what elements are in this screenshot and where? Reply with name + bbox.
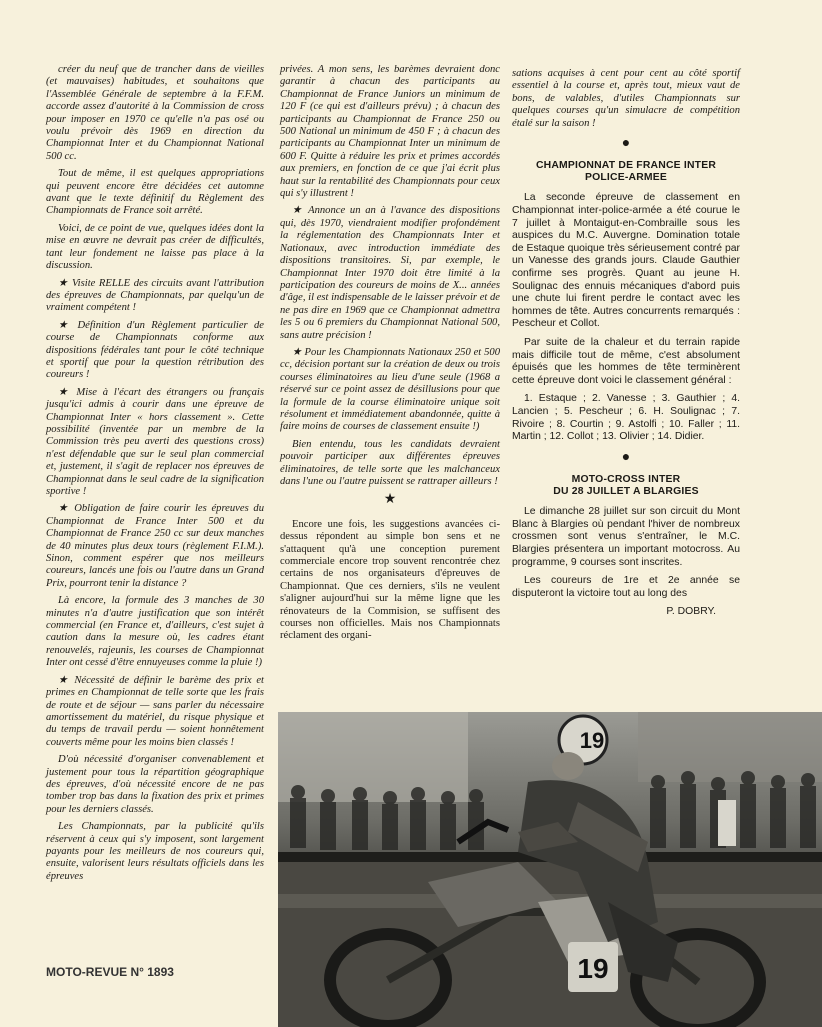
bullet-separator: ● [621,136,631,152]
paragraph: ★ Obligation de faire courir les épreuves du Championnat de France Inter 500 et du Championnat de France 250 cc sur deux manches de 40 minutes plus deux tours (règlement F.I.M.). Sinon, comment espérer que nos meilleurs coureurs, lancés une fois ou l'autre dans un Grand Prix, pourront tenir la distance ? [46,503,264,589]
paragraph: ★ Annonce un an à l'avance des dispositions qui, dès 1970, viendraient modifier profondément la réglementation des Championnats Inter et Nationaux, avec introduction immédiate des dispositions transitoires. Si, par exemple, le Championnat Inter 1970 doit être limité à la participation des coureurs de moins de X... années d'âge, il est indispensable de le laisser prévoir et de ne pas dire en 1969 que ce Championnat admettra les 5 ou 6 premiers du Championnat National 500, sans autre précision ! [280,205,500,341]
news-column [512,68,740,619]
paragraph: La seconde épreuve de classement en Championnat inter-police-armée a été courue le 7 juillet à Montaigut-en-Combraille sous les auspices du M.C. Auvergne. Domination totale de Estaque quoique très sérieusement contré par un Vanesse des grands jours. Claude Gauthier confirme ses progrès. Quant au jeune H. Soulignac des ennuis mécaniques d'abord puis une chute lui firent perdre le contact avec les hommes de tête. Autres concurrents remarqués : Pescheur et Collot. [512,192,740,330]
plate-number: 19 [577,953,609,984]
paragraph: Le dimanche 28 juillet sur son circuit du Mont Blanc à Blargies où pendant l'hiver de nombreux crossmen sont venus s'entraîner, le M.C. Blargies présentera un important motocross. Au programme, 9 courses sont inscrites. [512,506,740,568]
section-body [512,192,740,443]
paragraph: Là encore, la formule des 3 manches de 30 minutes n'a d'autre justification que son intérêt commercial (en France et, d'ailleurs, c'est sujet à caution dans la mesure où, les cadres étant renouvelés, rajeunis, les courses de Championnat Inter ont cessé d'être ennuyeuses comme la pluie !) [46,595,264,669]
paragraph: sations acquises à cent pour cent au côté sportif essentiel à la course et, après tout, mieux vaut de bons, de valables, d'utiles Championnats sur quelques courses qu'un simulacre de compétition étalé sur la saison ! [512,68,740,129]
author-signature: P. DOBRY. [666,606,716,618]
paragraph: ★ Pour les Championnats Nationaux 250 et 500 cc, décision portant sur la création de deux ou trois courses éliminatoires au lieu d'une seule (1968 a réservé sur ce point assez de désillusions pour que la formule de la course éliminatoire unique soit résolument et immédiatement abandonnée, quitte à faire moins de courses de classement ensuite !) [280,346,500,433]
paragraph: ★ Définition d'un Règlement particulier de course de Championnats conforme aux dispositions fédérales tant pour le côté technique et sportif que pour la question rétribution des coureurs ! [46,319,264,381]
article-column-2 [280,64,500,648]
motocross-photo [278,712,822,1027]
heading-line: POLICE-ARMEE [584,172,668,184]
helmet-number: 19 [579,728,605,753]
paragraph: Tout de même, il est quelques appropriations qui peuvent encore être décidées cet automne avant que le texte définitif du Règlement des Championnats de France soit arrêté. [46,168,264,217]
paragraph: privées. A mon sens, les barèmes devraient donc garantir à chacun des participants au Championnat de France Juniors un minimum de 120 F (ce qui est d'ailleurs prévu) ; à chacun des participants au Championnat de France 250 ou 500 National un minimum de 450 F ; à chacun des participants au Championnat Inter un minimum de 600 F. Quitte à réduire les prix et primes accordés aux premiers, en fonction de ce que j'ai écrit plus haut sur la rentabilité des Championnats pour ceux qui s'y illustrent ! [280,64,500,200]
heading-line: MOTO-CROSS INTER [571,474,681,486]
rider-photo-illustration [278,712,822,1027]
paragraph: Les Championnats, par la publicité qu'ils réservent à ceux qui s'y imposent, sont largement payants pour les meilleurs de nos coureurs qui, ensuite, valorisent leurs résultats officiels dans les épreuves [46,821,264,882]
heading-line: DU 28 JUILLET A BLARGIES [553,486,699,498]
bullet-separator: ● [621,449,631,465]
section-heading [512,160,740,184]
section-body [512,506,740,600]
star-separator: ★ [383,492,397,508]
results-list: 1. Estaque ; 2. Vanesse ; 3. Gauthier ; 4. Lancien ; 5. Pescheur ; 6. H. Soulignac ; 7. Rivoire ; 8. Courtin ; 9. Astolfi ; 10. Faller ; 11. Martin ; 12. Collot ; 13. Olivier ; 14. Didier. [512,393,740,443]
heading-line: CHAMPIONNAT DE FRANCE INTER [535,160,717,172]
paragraph: ★ Nécessité de définir le barème des prix et primes en Championnat de telle sorte que les frais de route et de séjour — sans parler du nécessaire amortissement du matériel, du risque physique et du temps de travail perdu — soient honnêtement couverts même pour les moins bien classés ! [46,674,264,748]
section-heading [512,474,740,498]
page-footer: MOTO-REVUE N° 1893 [46,965,174,979]
paragraph: créer du neuf que de trancher dans de vieilles (et mauvaises) habitudes, et souhaitons que l'Assemblée Générale de septembre à la F.F.M. accorde assez d'autorité à la Commission de cross pour imposer en 1970 ce qu'elle n'a pas osé ou voulu prévoir dès 1969 en direction du Championnat Inter et du Championnat National 500 cc. [46,64,264,162]
paragraph: ★ Mise à l'écart des étrangers ou français jusqu'ici admis à courir dans une épreuve de Championnat Inter « hors classement ». Cette possibilité (inventée par un membre de la Commission très peu averti des questions cross) n'est défendable que sur le seul plan commercial et, justement, il s'agit de replacer nos épreuves de Championnat dans le seul cadre de la signification sportive ! [46,386,264,497]
paragraph: ★ Visite RELLE des circuits avant l'attribution des épreuves de Championnats, par quelqu'un de vraiment compétent ! [46,277,264,314]
paragraph: Voici, de ce point de vue, quelques idées dont la mise en œuvre ne devrait pas créer de difficultés, tant leur fondement ne laisse pas place à la discussion. [46,222,264,272]
paragraph: Par suite de la chaleur et du terrain rapide mais difficile tout de même, c'est absolument épuisés que les hommes de tête terminèrent cette épreuve dont voici le classement général : [512,336,740,386]
paragraph: Encore une fois, les suggestions avancées ci-dessus répondent au simple bon sens et ne s'attaquent qu'à une conception purement commerciale encore trop souvent rencontrée chez certains de nos organisateurs d'épreuves de Championnat. Que ces derniers, s'ils ne veulent s'aligner aujourd'hui sur la même ligne que les rénovateurs de la Commision, se suffisent des courses non officielles. Mais nos Championnats réclament des organi- [280,518,500,642]
paragraph: Les coureurs de 1re et 2e année se disputeront la victoire tout au long des [512,575,740,599]
article-column-1 [46,64,264,888]
paragraph: Bien entendu, tous les candidats devraient pouvoir participer aux différentes épreuves éliminatoires, de telle sorte que les malchanceux dans l'une ou l'autre puissent se rattraper ailleurs ! [280,438,500,487]
paragraph: D'où nécessité d'organiser convenablement et justement pour tous la répartition géographique des épreuves, d'où nécessité encore de ne pas tomber trop bas dans la fixation des prix et primes pour les derniers classés. [46,754,264,815]
